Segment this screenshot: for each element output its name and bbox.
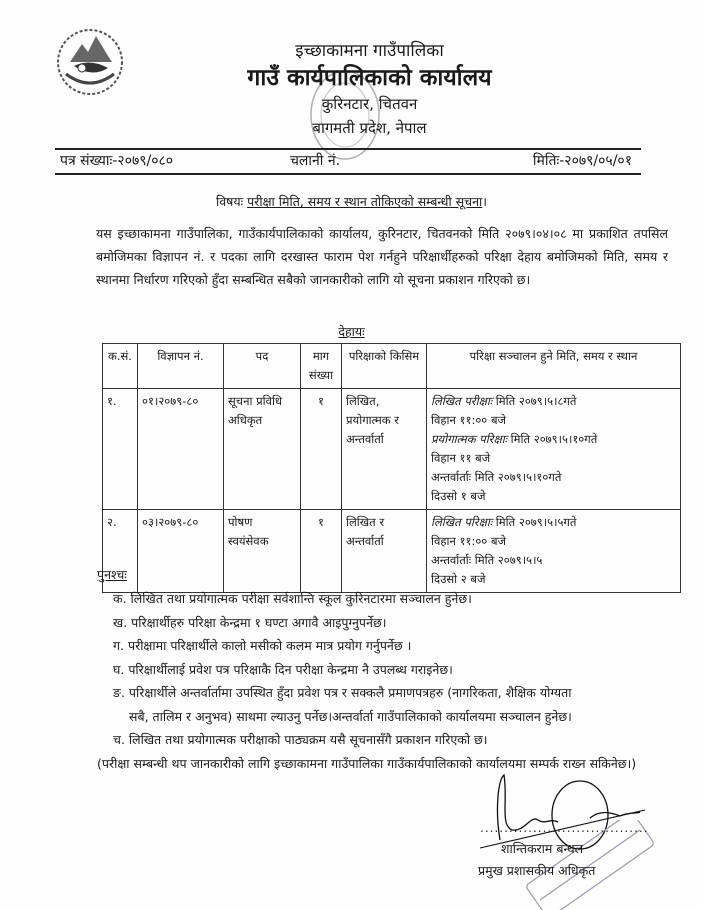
reference-row [58,151,638,173]
cell-demand: १ [301,510,342,593]
cell-sn: १. [103,389,138,510]
note-item: सबै, तालिम र अनुभव) साथमा ल्याउनु पर्नेछ।अन्तर्वार्ता गाउँपालिकाको कार्यालयमा सञ्चालन हुनेछ। [129,708,572,724]
schedule-line: अन्तर्वार्ताः मिति २०७९।५।५ [431,553,543,567]
cell-schedule [427,510,681,593]
header-schedule: परिक्षा सञ्चालन हुने मिति, समय र स्थान [427,344,681,389]
note-item: क. लिखित तथा प्रयोगात्मक परीक्षा सर्वशान्ति स्कूल कुरिनटारमा सञ्चालन हुनेछ। [113,591,472,606]
cell-sn: २. [103,510,138,593]
letter-number: पत्र संख्याः-२०७९/०८० [60,153,174,169]
signature-line: ................................... [480,821,649,835]
cell-exam-type: लिखित, प्रयोगात्मक र अन्तर्वार्ता [342,389,427,510]
notes-title: पुनश्चः [97,567,127,582]
province-country: बागमती प्रदेश, नेपाल [312,119,427,137]
header-post: पद [224,344,301,389]
header-demand: माग संख्या [301,344,342,389]
schedule-line: विहान ११:०० बजे [431,413,507,427]
notes-list [113,587,673,752]
subject-label: विषयः [215,194,244,209]
header-sn: क.सं. [103,344,138,389]
subject-text: परीक्षा मिति, समय र स्थान तोकिएको सम्बन्धी सूचना [247,194,483,209]
letter-date: मितिः-२०७९/०५/०१ [532,153,632,169]
cell-exam-type: लिखित र अन्तर्वार्ता [342,510,427,593]
header-exam-type: परिक्षाको किसिम [342,344,427,389]
note-item: ङ. परिक्षार्थीले अन्तर्वार्तामा उपस्थित हुँदा प्रवेश पत्र र सक्कलै प्रमाणपत्रहरु (नागरिकता, शैक्षिक योग्यता [113,685,572,700]
office-name: गाउँ कार्यपालिकाको कार्यालय [247,65,492,91]
cell-post: सूचना प्रविधि अधिकृत [224,389,301,510]
dispatch-number: चलानी नं. [290,153,341,169]
office-location: कुरिनटार, चितवन [321,95,418,113]
schedule-line: प्रयोगात्मक परिक्षाः मिति २०७९।५।१०गते [431,432,598,446]
header-divider-bottom [55,173,641,175]
note-item: च. लिखित तथा प्रयोगात्मक परीक्षाको पाठ्यक्रम यसै सूचनासँगै प्रकाशन गरिएको छ। [113,732,488,747]
municipality-name: इच्छाकामना गाउँपालिका [295,41,444,61]
cell-ad-no: ०३।२०७९-८० [138,510,224,593]
header-divider-top [55,148,641,150]
annex-title: देहायः [338,324,365,339]
schedule-line: लिखित परिक्षाः मिति २०७९।५।५गते [431,515,577,529]
body-paragraph: यस इच्छाकामना गाउँपालिका, गाउँकार्यपालिकाको कार्यालय, कुरिनटार, चितवनको मिति २०७९।०४।०८ मा प्रकाशित तपसिल बमोजिमका विज्ञापन नं. र पदका लागि दरखास्त फाराम पेश गर्नहुने परिक्षार्थीहरुको परिक्षा देहाय बमोजिमको मिति, समय र स्थानमा निर्धारण गरिएको हुँदा सम्बन्धित सबैको जानकारीको लागि यो सूचना प्रकाशन गरिएको छ। [96,226,668,287]
note-item: घ. परिक्षार्थीलाई प्रवेश पत्र परिक्षाकै दिन परीक्षा केन्द्रमा नै उपलब्ध गराइनेछ। [113,661,453,677]
schedule-line: अन्तर्वार्ताः मिति २०७९।५।१०गते [431,470,562,484]
cell-schedule [427,389,681,510]
subject-line [0,193,703,210]
signatory-name: शान्तिकराम बन्धल [501,841,584,856]
subject-end: । [482,194,488,209]
table-header-row [103,344,681,389]
note-item: ख. परिक्षार्थीहरु परिक्षा केन्द्रमा १ घण्टा अगावै आइपुग्नुपर्नेछ। [113,614,387,630]
table-row [103,389,681,510]
table-row [103,510,681,593]
schedule-line: लिखित परीक्षाः मिति २०७९।५।८गते [431,394,577,408]
note-item: ग. परीक्षामा परिक्षार्थीले कालो मसीको कलम मात्र प्रयोग गर्नुपर्नेछ । [113,638,412,653]
schedule-line: दिउसो २ बजे [431,572,486,586]
cell-demand: १ [301,389,342,510]
signatory-title: प्रमुख प्रशासकीय अधिकृत [478,863,596,878]
header-ad-no: विज्ञापन नं. [138,344,224,389]
schedule-line: विहान ११:०० बजे [431,534,507,548]
cell-post: पोषण स्वयंसेवक [224,510,301,593]
schedule-line: दिउसो १ बजे [431,489,486,503]
closing-note: (परीक्षा सम्बन्धी थप जानकारीको लागि इच्छाकामना गाउँपालिका गाउँकार्यपालिकाको कार्यालयमा सम्पर्क राख्न सकिनेछ।) [97,756,637,771]
schedule-line: विहान ११ बजे [431,451,491,465]
exam-schedule-table [102,343,681,593]
cell-ad-no: ०१।२०७९-८० [138,389,224,510]
